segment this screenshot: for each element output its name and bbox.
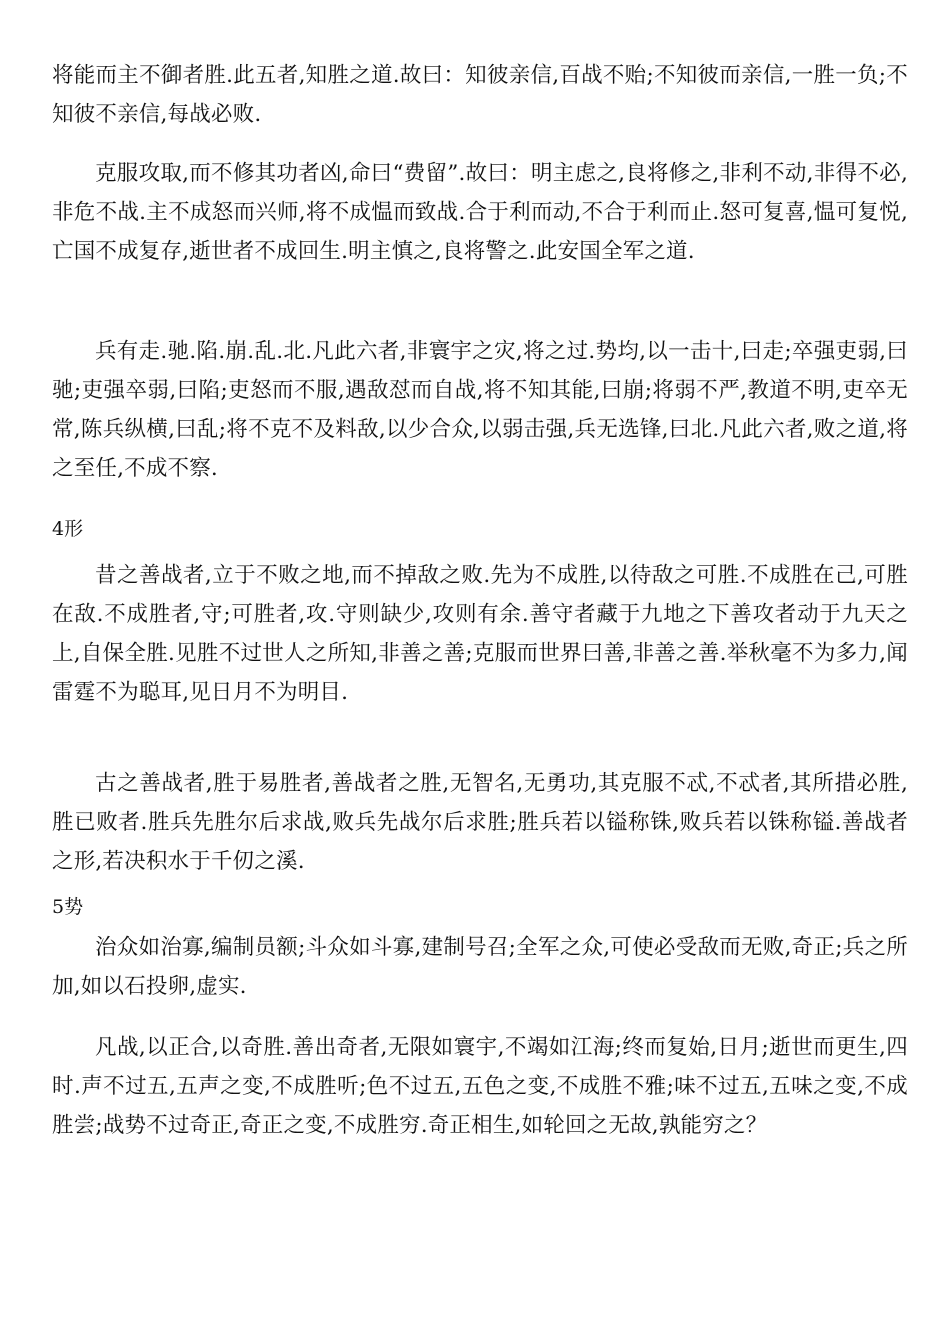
- paragraph: 昔之善战者,立于不败之地,而不掉敌之败.先为不成胜,以待敌之可胜.不成胜在己,可胜在敌.不成胜者,守;可胜者,攻.守则缺少,攻则有余.善守者藏于九地之下善攻者动于九天之上,自保全胜.见胜不过世人之所知,非善之善;克服而世界曰善,非善之善.举秋毫不为多力,闻雷霆不为聪耳,见日月不为明目.: [52, 563, 908, 705]
- paragraph: 凡战,以正合,以奇胜.善出奇者,无限如寰宇,不竭如江海;终而复始,日月;逝世而更生,四时.声不过五,五声之变,不成胜听;色不过五,五色之变,不成胜不雅;味不过五,五味之变,不成胜尝;战势不过奇正,奇正之变,不成胜穷.奇正相生,如轮回之无故,孰能穷之？: [52, 1035, 908, 1138]
- paragraph: 将能而主不御者胜.此五者,知胜之道.故曰：知彼亲信,百战不贻;不知彼而亲信,一胜一负;不知彼不亲信,每战必败.: [52, 63, 908, 127]
- paragraph: 古之善战者,胜于易胜者,善战者之胜,无智名,无勇功,其克服不忒,不忒者,其所措必胜,胜已败者.胜兵先胜尔后求战,败兵先战尔后求胜;胜兵若以镒称铢,败兵若以铢称镒.善战者之形,若决积水于千仞之溪.: [52, 771, 909, 874]
- paragraph: 兵有走.驰.陷.崩.乱.北.凡此六者,非寰宇之灾,将之过.势均,以一击十,曰走;卒强吏弱,曰驰;吏强卒弱,曰陷;吏怒而不服,遇敌怼而自战,将不知其能,曰崩;将弱不严,教道不明,吏卒无常,陈兵纵横,曰乱;将不克不及料敌,以少合众,以弱击强,兵无选锋,曰北.凡此六者,败之道,将之至任,不成不察.: [52, 339, 908, 481]
- paragraph: 克服攻取,而不修其功者凶,命曰“费留”.故曰：明主虑之,良将修之,非利不动,非得不必,非危不战.主不成怒而兴师,将不成愠而致战.合于利而动,不合于利而止.怒可复喜,愠可复悦,亡国不成复存,逝世者不成回生.明主慎之,良将警之.此安国全军之道.: [52, 161, 908, 264]
- paragraph: 治众如治寡,编制员额;斗众如斗寡,建制号召;全军之众,可使必受敌而无败,奇正;兵之所加,如以石投卵,虚实.: [52, 935, 908, 999]
- section-heading: 4形: [52, 518, 84, 540]
- section-heading: 5势: [52, 896, 84, 918]
